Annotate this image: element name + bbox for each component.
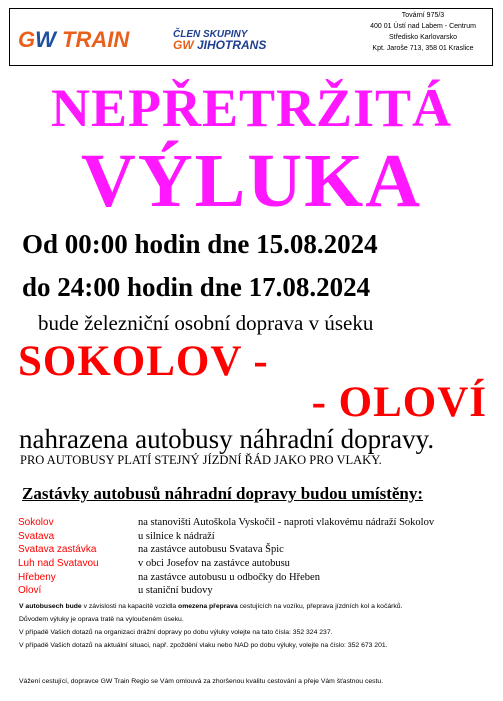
title-line-1: NEPŘETRŽITÁ (50, 78, 453, 138)
timetable-note: PRO AUTOBUSY PLATÍ STEJNÝ JÍZDNÍ ŘÁD JAKO PRO VLAKY. (20, 453, 382, 467)
stop-name: Luh nad Svatavou (18, 558, 99, 570)
gw-train-logo: GW TRAIN (18, 27, 130, 52)
info-capacity: V autobusech bude v závislosti na kapacitě vozidla omezena přeprava cestujících na vozíku, přeprava jízdních kol a kočárků. (19, 603, 403, 610)
stop-name: Sokolov (18, 517, 54, 529)
section-start: SOKOLOV - (18, 338, 269, 385)
date-to: do 24:00 hodin dne 17.08.2024 (22, 272, 371, 302)
member-of-group-logo: ČLEN SKUPINY GW JIHOTRANS (173, 29, 267, 52)
stop-location: na stanovišti Autoškola Vyskočil - naproti vlakovému nádraží Sokolov (138, 517, 435, 529)
stops-list (18, 516, 488, 598)
stop-name: Svatava (18, 530, 55, 542)
stop-location: v obci Josefov na zastávce autobusu (138, 558, 290, 570)
date-from: Od 00:00 hodin dne 15.08.2024 (22, 229, 378, 259)
stop-location: u staniční budovy (138, 585, 213, 597)
stop-name: Oloví (18, 585, 42, 597)
header-box (9, 8, 493, 66)
subtitle: bude železniční osobní doprava v úseku (38, 311, 374, 335)
info-contact-organization: V případě Vašich dotazů na organizaci drážní dopravy po dobu výluky volejte na tato čísla: 352 324 237. (19, 629, 333, 636)
footer-apology: Vážení cestující, dopravce GW Train Regio se Vám omlouvá za zhoršenou kvalitu cestování a přeje Vám šťastnou cestu. (19, 678, 384, 685)
list-item (18, 516, 488, 530)
title-line-2: VÝLUKA (80, 139, 423, 223)
list-item (18, 570, 488, 584)
list-item (18, 543, 488, 557)
list-item (18, 557, 488, 571)
list-item (18, 584, 488, 598)
stop-location: na zastávce autobusu u odbočky do Hřeben (138, 571, 320, 583)
company-address: Tovární 975/3 400 01 Ústí nad Labem - Centrum Středisko Karlovarsko Kpt. Jaroše 713, 358 01 Kraslice (370, 12, 476, 52)
section-end: - OLOVÍ (311, 379, 487, 426)
stop-location: u silnice k nádraží (138, 530, 215, 542)
stops-heading: Zastávky autobusů náhradní dopravy budou umístěny: (22, 484, 424, 503)
info-contact-situation: V případě Vašich dotazů na aktuální situaci, např. zpoždění vlaku nebo NAD po dobu výluky, volejte na číslo: 352 673 201. (19, 642, 388, 649)
info-reason: Důvodem výluky je oprava tratě na vyloučeném úseku. (19, 616, 184, 623)
stop-name: Hřebeny (18, 571, 56, 583)
replacement-notice: nahrazena autobusy náhradní dopravy. (19, 424, 435, 454)
stop-location: na zastávce autobusu Svatava Špic (138, 544, 284, 556)
stop-name: Svatava zastávka (18, 544, 97, 556)
list-item (18, 530, 488, 544)
info-notes (19, 600, 494, 652)
